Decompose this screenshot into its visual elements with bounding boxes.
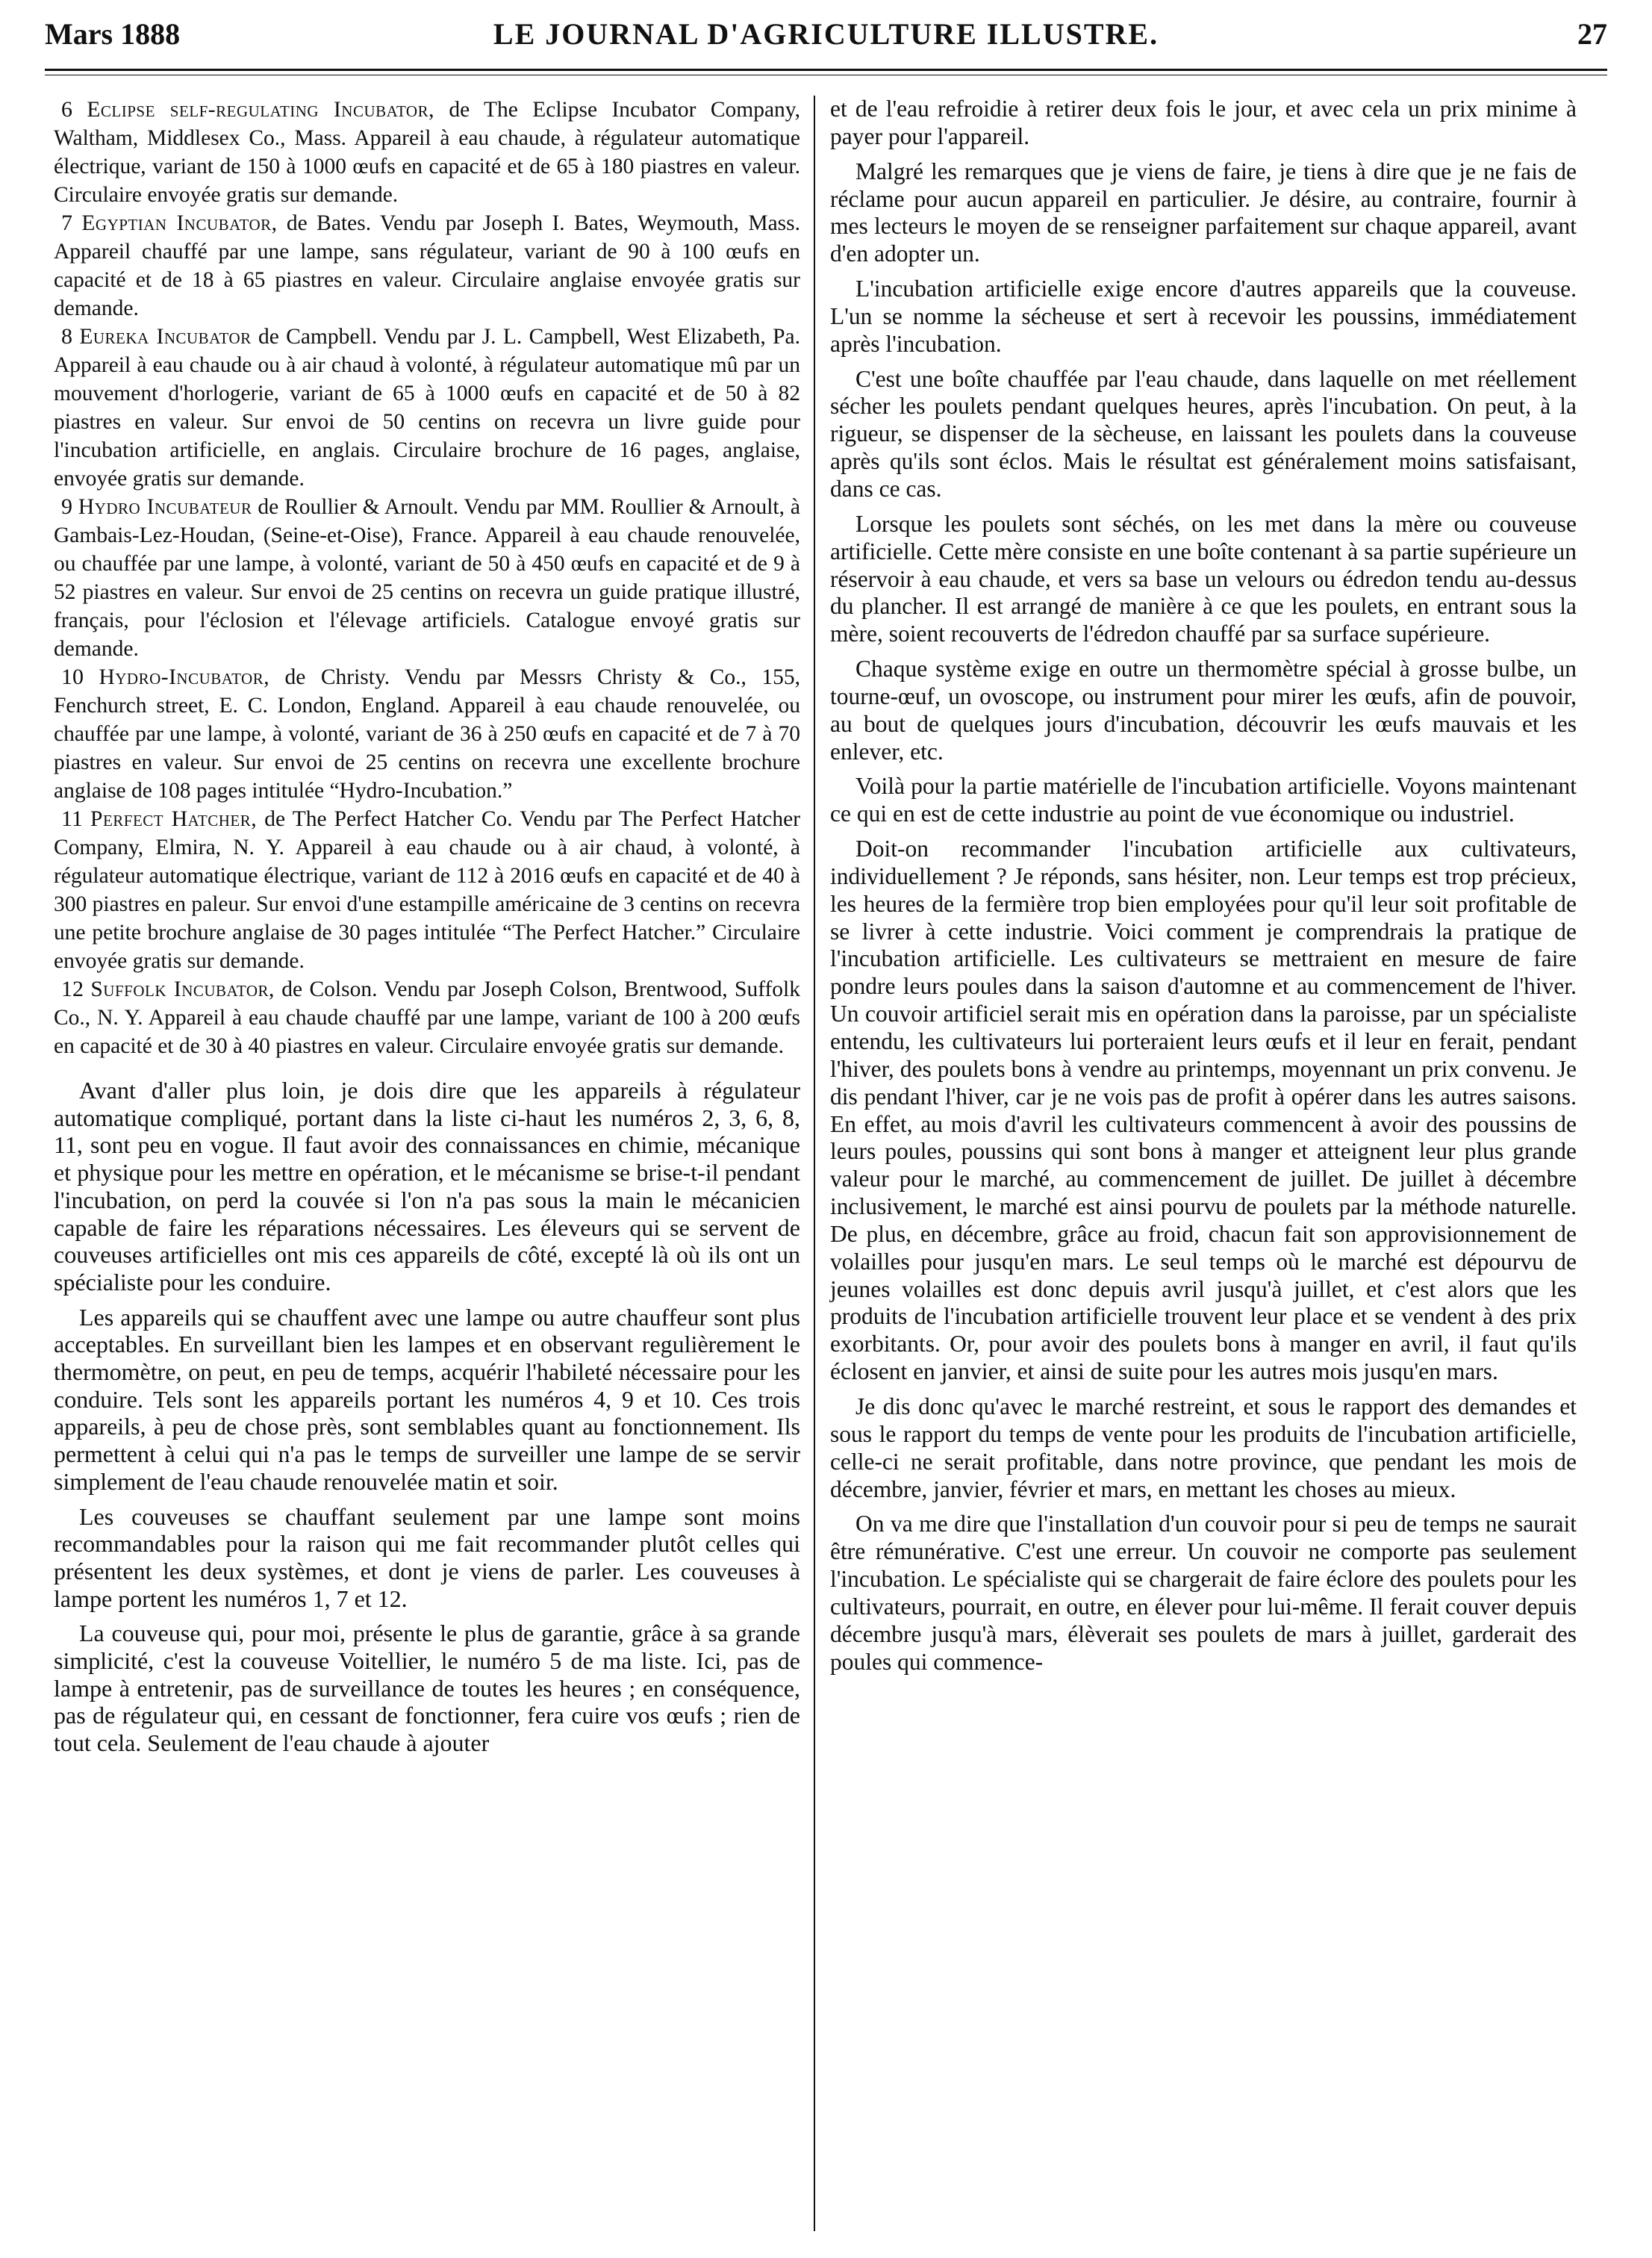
paragraph: C'est une boîte chauffée par l'eau chaude, dans laquelle on met réellement sécher les poulets pendant quelques heures, après l'incubation. On peut, à la rigueur, se dispenser de la sècheuse, en laissant les poulets dans la couveuse après qu'ils sont éclos. Mais le résultat est généralement moins satisfaisant, dans ce cas. [830,365,1577,502]
page-number: 27 [1577,17,1607,51]
left-body-text [54,1077,800,1757]
list-item: 11 Perfect Hatcher, de The Perfect Hatcher Co. Vendu par The Perfect Hatcher Company, Elmira, N. Y. Appareil à eau chaude ou à air chaud, à volonté, à régulateur automatique électrique, variant de 112 à 2016 œufs en capacité et de 40 à 300 piastres en paleur. Sur envoi d'une estampille américaine de 3 centins on recevra une petite brochure anglaise de 30 pages intitulée “The Perfect Hatcher.” Circulaire envoyée gratis sur demande. [54,806,801,973]
list-item: 12 Suffolk Incubator, de Colson. Vendu par Joseph Colson, Brentwood, Suffolk Co., N. Y. Appareil à eau chaude chauffé par une lampe, variant de 100 à 200 œufs en capacité et de 30 à 40 piastres en valeur. Circulaire envoyée gratis sur demande. [54,977,801,1058]
incubator-name: Eureka Incubator [79,325,252,349]
issue-date: Mars 1888 [45,17,181,51]
incubator-name: Suffolk Incubator, [90,977,275,1001]
right-column [830,96,1577,1676]
journal-title: LE JOURNAL D'AGRICULTURE ILLUSTRE. [493,17,1159,51]
paragraph: L'incubation artificielle exige encore d'autres appareils que la couveuse. L'un se nomme la sécheuse et sert à recevoir les poussins, immédiatement après l'incubation. [830,276,1577,357]
incubator-name: Hydro Incubateur [78,495,252,519]
list-item: 9 Hydro Incubateur de Roullier & Arnoult. Vendu par MM. Roullier & Arnoult, à Gambais-Lez-Houdan, (Seine-et-Oise), France. Appareil à eau chaude renouvelée, ou chauffée par une lampe, à volonté, variant de 50 à 450 œufs en capacité et de 9 à 52 piastres en valeur. Sur envoi de 25 centins on recevra un guide pratique illustré, français, pour l'éclosion et l'élevage artificiels. Catalogue envoyé gratis sur demande. [54,494,800,661]
paragraph: Malgré les remarques que je viens de faire, je tiens à dire que je ne fais de réclame pour aucun appareil en particulier. Je désire, au contraire, fournir à mes lecteurs le moyen de se renseigner parfaitement sur chaque appareil, avant d'en adopter un. [830,158,1577,267]
paragraph: et de l'eau refroidie à retirer deux fois le jour, et avec cela un prix minime à payer pour l'appareil. [830,96,1577,149]
paragraph: Lorsque les poulets sont séchés, on les met dans la mère ou couveuse artificielle. Cette mère consiste en une boîte contenant à sa partie supérieure un réservoir à eau chaude, et vers sa base un velours ou édredon tendu au-dessus du plancher. Il est arrangé de manière à ce que les poulets, en entrant sous la mère, soient recouverts de l'édredon chauffé par sa surface supérieure. [830,510,1577,647]
paragraph: La couveuse qui, pour moi, présente le plus de garantie, grâce à sa grande simplicité, c'est la couveuse Voitellier, le numéro 5 de ma liste. Ici, pas de lampe à entretenir, pas de surveillance de toutes les heures ; en conséquence, pas de régulateur qui, en cessant de fonctionner, fera cuire vos œufs ; rien de tout cela. Seulement de l'eau chaude à ajouter [54,1620,800,1757]
list-spacer [54,1060,800,1077]
column-divider [814,96,815,2231]
left-column [54,96,800,1757]
page-header [45,16,1607,61]
list-item: 6 Eclipse self-regulating Incubator, de The Eclipse Incubator Company, Waltham, Middlesex Co., Mass. Appareil à eau chaude, à régulateur automatique électrique, variant de 150 à 1000 œufs en capacité et de 65 à 180 piastres en valeur. Circulaire envoyée gratis sur demande. [54,97,801,207]
incubator-name: Perfect Hatcher, [90,807,258,831]
paragraph: Les appareils qui se chauffent avec une lampe ou autre chauffeur sont plus acceptables. En surveillant bien les lampes et en observant regulièrement le thermomètre, on peut, en peu de temps, acquérir l'habileté nécessaire pour les conduire. Tels sont les appareils portant les numéros 4, 9 et 10. Ces trois appareils, à peu de chose près, sont semblables quant au fonctionnement. Ils permettent à celui qui n'a pas le temps de surveiller une lampe de se servir simplement de l'eau chaude renouvelée matin et soir. [54,1303,800,1495]
paragraph: Avant d'aller plus loin, je dois dire que les appareils à régulateur automatique compliqué, portant dans la liste ci-haut les numéros 2, 3, 6, 8, 11, sont peu en vogue. Il faut avoir des connaissances en chimie, mécanique et physique pour les mettre en opération, et le mécanisme se brise-t-il pendant l'incubation, on perd la couvée si l'on n'a pas sous la main le mécanicien capable de faire les réparations nécessaires. Les éleveurs qui se servent de couveuses artificielles ont mis ces appareils de côté, excepté là où ils ont un spécialiste pour les conduire. [54,1077,800,1296]
incubator-name: Hydro-Incubator, [99,665,270,689]
incubator-name: Egyptian Incubator, [81,211,278,235]
paragraph: Doit-on recommander l'incubation artificielle aux cultivateurs, individuellement ? Je réponds, sans hésiter, non. Leur temps est trop précieux, les heures de la fermière trop bien employées pour qu'il leur soit profitable de se livrer à cette industrie. Voici comment je comprendrais la pratique de l'incubation artificielle. Les cultivateurs se mettraient en mesure de faire pondre leurs poules dans la saison d'automne et au commencement de l'hiver. Un couvoir artificiel serait mis en opération dans la paroisse, par un spécialiste entendu, les cultivateurs lui porteraient leurs œufs et il leur en ferait, pendant l'hiver, des poulets bons à vendre au printemps, moyennant un prix convenu. Je dis pendant l'hiver, car je ne vois pas de profit à opérer dans les autres saisons. En effet, au mois d'avril les cultivateurs commencent à avoir des poussins de leurs poules, poussins qui sont bons à manger et atteignent leur plus grande valeur pour le marché, au commencement de juillet. De juillet à décembre inclusivement, le marché est ainsi pourvu de poulets par la méthode naturelle. De plus, en décembre, grâce au froid, chacun fait son approvisionnement de volailles pour jusqu'en mars. Le seul temps où le marché est dépourvu de jeunes volailles est donc depuis avril jusqu'à juillet, et c'est alors que les produits de l'incubation artificielle trouvent leur place et se vendent à des prix exorbitants. Or, pour avoir des poulets bons à manger en avril, il faut qu'ils éclosent en janvier, et ainsi de suite pour les autres mois jusqu'en mars. [830,836,1577,1385]
paragraph: Chaque système exige en outre un thermomètre spécial à grosse bulbe, un tourne-œuf, un ovoscope, ou instrument pour mirer les œufs, afin de pouvoir, au bout de quelques jours d'incubation, découvrir les œufs mauvais et les enlever, etc. [830,656,1577,765]
paragraph: Je dis donc qu'avec le marché restreint, et sous le rapport des demandes et sous le rapport du temps de vente pour les produits de l'incubation artificielle, celle-ci ne serait profitable, dans notre province, que pendant les mois de décembre, janvier, février et mars, en mettant les choses au mieux. [830,1393,1577,1502]
list-item: 10 Hydro-Incubator, de Christy. Vendu par Messrs Christy & Co., 155, Fenchurch street, E. C. London, England. Appareil à eau chaude renouvelée, ou chauffée par une lampe, à volonté, variant de 36 à 250 œufs en capacité et de 7 à 70 piastres en valeur. Sur envoi de 25 centins on recevra une excellente brochure anglaise de 108 pages intitulée “Hydro-Incubation.” [54,665,801,803]
header-rule [45,69,1607,71]
incubator-list [54,96,800,1060]
paragraph: Les couveuses se chauffant seulement par une lampe sont moins recommandables pour la raison qui me fait recommander plutôt celles qui présentent les deux systèmes, et dont je viens de parler. Les couveuses à lampe portent les numéros 1, 7 et 12. [54,1502,800,1612]
paragraph: Voilà pour la partie matérielle de l'incubation artificielle. Voyons maintenant ce qui en est de cette industrie au point de vue économique ou industriel. [830,773,1577,827]
list-item: 7 Egyptian Incubator, de Bates. Vendu par Joseph I. Bates, Weymouth, Mass. Appareil chauffé par une lampe, sans régulateur, variant de 90 à 100 œufs en capacité et de 18 à 65 piastres en valeur. Circulaire anglaise envoyée gratis sur demande. [54,211,801,320]
incubator-name: Eclipse self-regulating Incubator, [87,98,434,122]
list-item: 8 Eureka Incubator de Campbell. Vendu par J. L. Campbell, West Elizabeth, Pa. Appareil à eau chaude ou à air chaud à volonté, à régulateur automatique mû par un mouvement d'horlogerie, variant de 65 à 1000 œufs en capacité et de 50 à 82 piastres en valeur. Sur envoi de 50 centins on recevra un livre guide pour l'incubation artificielle, en anglais. Circulaire brochure de 16 pages, anglaise, envoyée gratis sur demande. [54,324,801,491]
paragraph: On va me dire que l'installation d'un couvoir pour si peu de temps ne saurait être rémunérative. C'est une erreur. Un couvoir ne comporte pas seulement l'incubation. Le spécialiste qui se chargerait de faire éclore des poulets pour les cultivateurs, pourrait, en outre, en élever pour lui-même. Il ferait couver depuis décembre jusqu'à mars, élèverait ses poulets de mars à juillet, garderait des poules qui commence- [830,1511,1577,1675]
